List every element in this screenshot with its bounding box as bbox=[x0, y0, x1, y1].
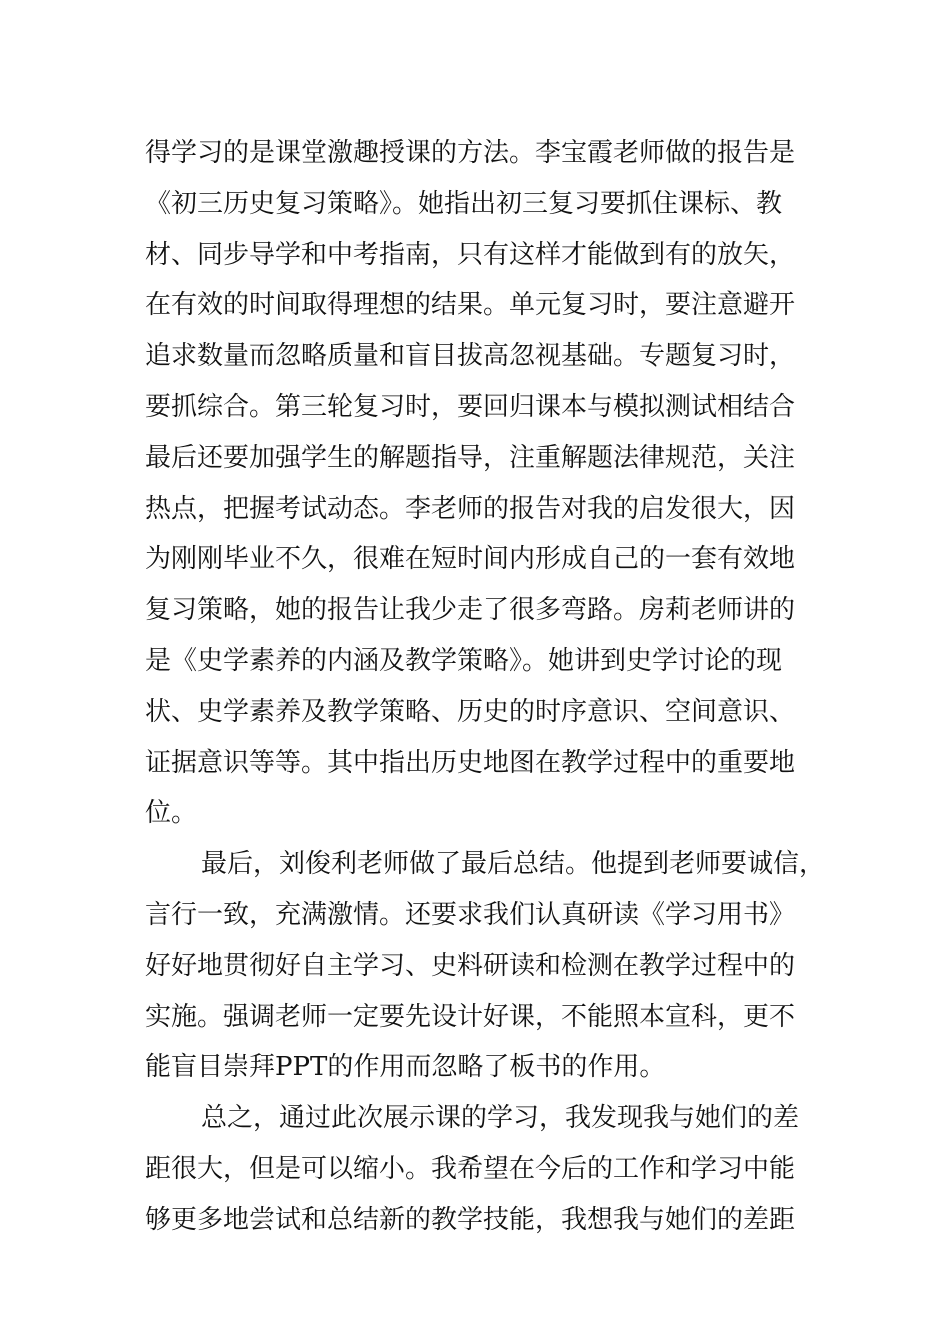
text-line: 能盲目崇拜PPT的作用而忽略了板书的作用。 bbox=[145, 1052, 666, 1083]
document-body bbox=[145, 128, 826, 1246]
paragraph-start-line: 总之，通过此次展示课的学习，我发现我与她们的差 bbox=[201, 1103, 800, 1134]
paragraph-start-line: 最后，刘俊利老师做了最后总结。他提到老师要诚信， bbox=[201, 849, 826, 880]
text-line: 在有效的时间取得理想的结果。单元复习时，要注意避开 bbox=[145, 290, 796, 321]
text-line: 最后还要加强学生的解题指导，注重解题法律规范，关注 bbox=[145, 442, 796, 473]
text-line: 距很大，但是可以缩小。我希望在今后的工作和学习中能 bbox=[145, 1153, 796, 1184]
text-line: 是《史学素养的内涵及教学策略》。她讲到史学讨论的现 bbox=[145, 645, 783, 676]
text-line: 复习策略，她的报告让我少走了很多弯路。房莉老师讲的 bbox=[145, 595, 796, 626]
text-line: 《初三历史复习策略》。她指出初三复习要抓住课标、教 bbox=[145, 188, 783, 219]
text-line: 位。 bbox=[145, 798, 198, 829]
text-line: 为刚刚毕业不久，很难在短时间内形成自己的一套有效地 bbox=[145, 544, 796, 575]
text-line: 得学习的是课堂激趣授课的方法。李宝霞老师做的报告是 bbox=[145, 138, 796, 168]
text-line: 追求数量而忽略质量和盲目拔高忽视基础。专题复习时， bbox=[145, 341, 796, 372]
text-line: 证据意识等等。其中指出历史地图在教学过程中的重要地 bbox=[145, 747, 796, 778]
text-line: 要抓综合。第三轮复习时，要回归课本与模拟测试相结合 bbox=[145, 391, 796, 422]
text-line: 热点，把握考试动态。李老师的报告对我的启发很大，因 bbox=[145, 493, 796, 524]
text-line: 实施。强调老师一定要先设计好课，不能照本宣科，更不 bbox=[145, 1001, 796, 1032]
text-line: 够更多地尝试和总结新的教学技能，我想我与她们的差距 bbox=[145, 1204, 796, 1235]
text-line: 状、史学素养及教学策略、历史的时序意识、空间意识、 bbox=[145, 696, 796, 727]
text-line: 言行一致，充满激情。还要求我们认真研读《学习用书》 bbox=[145, 899, 796, 930]
text-line: 材、同步导学和中考指南，只有这样才能做到有的放矢， bbox=[145, 239, 796, 270]
text-line: 好好地贯彻好自主学习、史料研读和检测在教学过程中的 bbox=[145, 950, 796, 981]
